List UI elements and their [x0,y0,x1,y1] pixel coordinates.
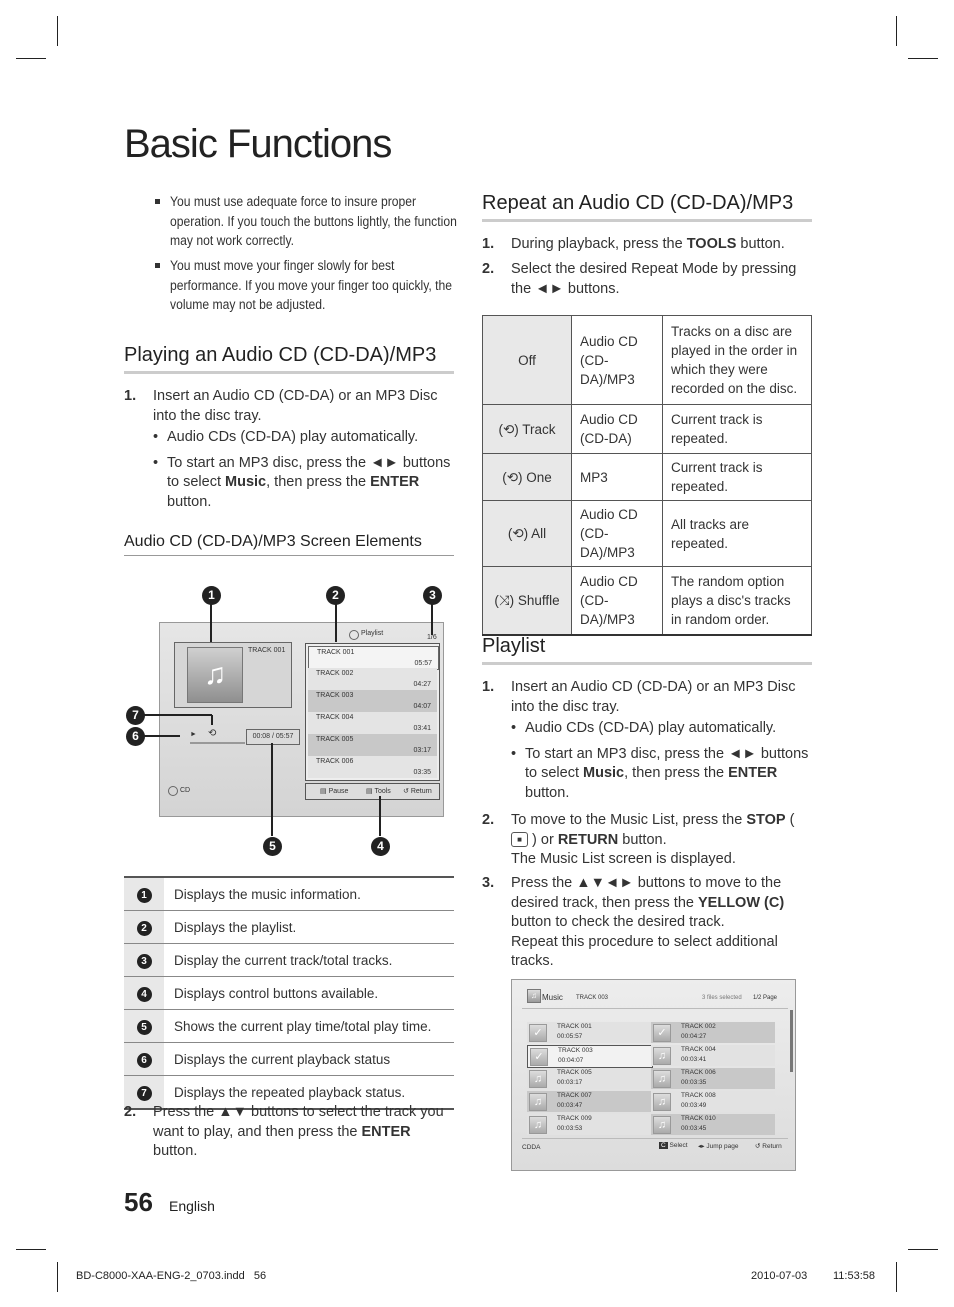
bullet-text: Audio CDs (CD-DA) play automatically. [167,429,419,445]
track-duration: 00:03:49 [681,1102,707,1109]
bullet-text: Audio CDs (CD-DA) play automatically. [525,720,777,736]
selection-count: 3 files selected [702,995,742,1001]
track-name: TRACK 003 [558,1047,593,1054]
number-badge: 3 [137,954,152,969]
music-file-icon: ✓ [530,1048,548,1066]
table-row [124,1043,454,1076]
repeat-mode-label: All [531,526,547,541]
track-name: TRACK 002 [316,670,354,677]
repeat-step-1 [482,235,812,255]
number-badge: 2 [137,921,152,936]
bullet-dot-icon: • [511,745,517,762]
track-duration: 00:03:53 [557,1125,583,1132]
step-text: button. [153,1143,198,1159]
play-status-icon: ► [190,731,197,738]
track-duration: 04:27 [413,681,431,688]
element-description: Displays the playlist. [164,911,454,944]
callout-5: 5 [263,837,282,856]
media-cell: Audio CD (CD-DA)/MP3 [572,316,663,405]
crop-mark [57,16,58,46]
repeat-icon: ⟲ [502,421,515,437]
table-row [124,911,454,944]
bullet-item [153,454,454,513]
description-cell: Current track is repeated. [663,454,812,501]
page-title: Basic Functions [124,122,392,166]
note-text: You must move your finger slowly for best performance. If you move your finger too quickly, the volume may not be adjusted. [170,258,453,312]
track-name: TRACK 004 [681,1046,716,1053]
bullet-item [511,719,812,739]
repeat-icon: ⟲ [512,526,524,541]
shuffle-icon: ⤨ [498,592,510,608]
list-item[interactable] [651,1068,775,1089]
list-item[interactable] [651,1045,775,1066]
track-name: TRACK 006 [316,758,354,765]
step-text: Insert an Audio CD (CD-DA) or an MP3 Disc into the disc tray. [153,388,438,424]
element-description: Shows the current play time/total play time. [164,1010,454,1043]
print-file-info: BD-C8000-XAA-ENG-2_0703.indd 56 [76,1270,267,1282]
page-indicator: 1/2 Page [753,995,778,1001]
repeat-mode-cell [483,316,572,405]
key-enter: ENTER [361,1123,411,1140]
select-button[interactable] [659,1142,688,1149]
music-file-icon: ♫ [653,1093,671,1111]
button-label: Select [669,1142,688,1149]
step-text: Press the ▲▼ buttons to select the track you want to play, and then press the [153,1104,444,1140]
step-text: ( [785,812,795,828]
element-number-cell [124,877,164,911]
callout-lines [120,580,460,870]
track-duration: 00:04:27 [681,1033,707,1040]
screen-title: Music [542,993,563,1002]
media-cell: Audio CD (CD-DA)/MP3 [572,567,663,635]
callout-1: 1 [202,586,221,605]
page-language: English [169,1198,215,1214]
element-number-cell [124,911,164,944]
table-row [124,877,454,911]
music-file-icon: ♫ [653,1047,671,1065]
repeat-mode-label: One [526,469,552,485]
tools-button[interactable]: ▤ Tools [366,788,391,795]
description-cell: Current track is repeated. [663,405,812,454]
crop-mark [16,1249,46,1250]
table-row [483,316,812,405]
repeat-step-2 [482,260,812,299]
music-file-icon: ♫ [529,1070,547,1088]
step-text: During playback, press the [511,236,687,252]
description-cell: The random option plays a disc's tracks in random order. [663,567,812,635]
track-name: TRACK 010 [681,1115,716,1122]
footer-divider [522,1138,788,1139]
step-text: Press the ▲▼◄► buttons to move to the desired track, then press the [511,875,782,911]
repeat-mode-cell: (⟲) Track [483,405,572,454]
repeat-mode-label: Off [518,352,536,368]
note-text: You must use adequate force to insure proper operation. If you touch the buttons lightly, the function may not work correctly. [170,194,457,248]
track-duration: 00:03:35 [681,1079,707,1086]
track-duration: 00:03:17 [557,1079,583,1086]
scrollbar[interactable] [790,1010,793,1072]
key-yellow-c: YELLOW (C) [698,894,785,911]
track-name: TRACK 008 [681,1092,716,1099]
header-divider [522,1008,788,1009]
key-music: Music [225,474,267,490]
element-description: Displays the music information. [164,877,454,911]
music-file-icon: ✓ [653,1024,671,1042]
list-item[interactable] [527,1022,651,1043]
step-number: 2. [482,261,495,277]
current-track: TRACK 003 [576,995,609,1001]
yellow-c-key-icon: C [661,1142,666,1149]
track-name: TRACK 003 [316,692,354,699]
crop-mark [896,1262,897,1292]
button-label: Jump page [706,1143,739,1150]
source-label: CDDA [522,1144,541,1151]
element-number-cell [124,977,164,1010]
callout-2: 2 [326,586,345,605]
key-return: RETURN [557,831,619,848]
track-name: TRACK 006 [681,1069,716,1076]
key-tools: TOOLS [686,236,737,252]
track-duration: 00:04:07 [558,1057,584,1064]
table-row [124,1010,454,1043]
crop-mark [16,58,46,59]
music-file-icon: ♫ [529,1093,547,1111]
step-number: 1. [482,679,495,695]
track-duration: 00:03:47 [557,1102,583,1109]
track-name: TRACK 001 [317,649,355,656]
table-row [124,977,454,1010]
bullet-dot-icon: • [153,454,159,471]
repeat-icon: ⟲ [506,469,519,485]
list-item[interactable] [527,1091,651,1112]
track-name: TRACK 004 [316,714,354,721]
crop-mark [908,58,938,59]
bullet-dot-icon: • [511,720,517,736]
step-number: 1. [482,236,495,252]
print-date: 2010-07-03 [751,1270,808,1282]
bullet-text: , then press the [624,765,729,781]
playlist-step-2 [482,811,812,870]
element-number-cell [124,944,164,977]
button-label: Return [762,1143,782,1150]
step-number: 2. [124,1104,137,1120]
playing-step-2 [124,1103,454,1162]
callout-3: 3 [423,586,442,605]
subheading-screen-elements: Audio CD (CD-DA)/MP3 Screen Elements [124,533,454,556]
crop-mark [896,16,897,46]
album-art: ♫ [187,647,243,703]
music-file-icon: ✓ [529,1024,547,1042]
step-text: button. [618,831,667,848]
track-duration: 03:41 [413,725,431,732]
track-duration: 00:03:41 [681,1056,707,1063]
table-row [124,944,454,977]
section-heading-playlist: Playlist [482,635,812,665]
step-number: 1. [124,388,137,404]
return-button[interactable] [755,1142,782,1150]
stop-icon: ■ [511,832,528,847]
number-badge: 7 [137,1086,152,1101]
playlist-label: Playlist [361,630,384,637]
jump-page-button[interactable] [698,1142,739,1150]
section-heading-playing: Playing an Audio CD (CD-DA)/MP3 [124,344,454,374]
bullet-text: To start an MP3 disc, press the ◄► buttons to select [167,454,451,490]
media-cell: Audio CD (CD-DA)/MP3 [572,501,663,567]
playlist-step-1 [482,678,812,803]
music-file-icon: ♫ [653,1116,671,1134]
bullet-text: button. [525,784,570,801]
track-name: TRACK 001 [557,1023,592,1030]
number-badge: 6 [137,1053,152,1068]
list-item[interactable] [651,1091,775,1112]
bullet-item [153,428,454,448]
crop-mark [908,1249,938,1250]
repeat-mode-cell: (⟲) All [483,501,572,567]
bullet-dot-icon: • [153,429,159,445]
element-description: Display the current track/total tracks. [164,944,454,977]
playlist-step-3 [482,874,812,972]
step-text: button to check the desired track. [511,914,725,930]
bullet-icon [155,263,160,268]
repeat-mode-label: Shuffle [517,592,560,608]
key-enter: ENTER [728,765,778,781]
element-number-cell [124,1043,164,1076]
step-text: Insert an Audio CD (CD-DA) or an MP3 Disc into the disc tray. [511,679,796,715]
crop-mark [57,1262,58,1292]
bullet-icon [155,199,160,204]
page-number: 56 [124,1187,153,1217]
element-description: Displays the repeated playback status. [164,1076,454,1110]
note-item [152,192,472,256]
time-display: 00:08 / 05:57 [246,729,300,745]
key-music: Music [583,765,625,781]
bullet-text: , then press the [266,474,371,490]
description-cell: Tracks on a disc are played in the order in which they were recorded on the disc. [663,316,812,405]
list-item[interactable] [651,1114,775,1135]
left-right-arrows-icon: ◂▸ [698,1143,705,1150]
callout-7: 7 [126,706,145,725]
pause-button[interactable]: ▤ Pause [320,788,349,795]
track-duration: 00:03:45 [681,1125,707,1132]
number-badge: 5 [137,1020,152,1035]
step-number: 3. [482,875,495,891]
element-description: Displays control buttons available. [164,977,454,1010]
bullet-text: To start an MP3 disc, press the ◄► buttons to select [525,745,809,781]
media-cell: Audio CD (CD-DA) [572,405,663,454]
key-enter: ENTER [370,474,420,490]
step-text: Repeat this procedure to select additional tracks. [511,933,778,969]
bullet-text: button. [167,493,212,510]
list-item[interactable] [527,1068,651,1089]
music-icon: ♫ [527,989,541,1003]
track-name: TRACK 002 [681,1023,716,1030]
table-row [483,567,812,635]
return-icon: ↺ [755,1143,761,1150]
track-name: TRACK 007 [557,1092,592,1099]
list-item[interactable] [527,1114,651,1135]
description-cell: All tracks are repeated. [663,501,812,567]
note-item [152,256,472,320]
repeat-mode-label: Track [522,421,556,437]
track-duration: 03:35 [413,769,431,776]
table-row [483,501,812,567]
element-number-cell [124,1010,164,1043]
list-item[interactable] [527,1045,653,1068]
track-duration: 05:57 [414,660,432,667]
table-row [483,405,812,454]
step-text: To move to the Music List, press the [511,812,747,828]
step-number: 2. [482,812,495,828]
step-text: button. [736,236,785,252]
key-stop: STOP [746,812,786,828]
music-file-icon: ♫ [529,1116,547,1134]
repeat-status-icon: ⟲ [208,728,217,739]
callout-4: 4 [371,837,390,856]
repeat-mode-cell: (⤨) Shuffle [483,567,572,635]
media-cell: MP3 [572,454,663,501]
bullet-item [511,745,812,804]
track-duration: 04:07 [413,703,431,710]
print-time: 11:53:58 [833,1270,876,1282]
repeat-mode-cell: (⟲) One [483,454,572,501]
playing-step-1 [124,387,454,512]
list-item[interactable] [651,1022,775,1043]
return-button[interactable]: ↺ Return [403,788,432,795]
music-list-screen [511,979,796,1171]
track-name: TRACK 005 [316,736,354,743]
track-duration: 03:17 [413,747,431,754]
track-title: TRACK 001 [248,647,286,654]
number-badge: 4 [137,987,152,1002]
music-file-icon: ♫ [653,1070,671,1088]
number-badge: 1 [137,888,152,903]
source-label: CD [180,787,191,794]
section-heading-repeat: Repeat an Audio CD (CD-DA)/MP3 [482,192,812,222]
table-row [483,454,812,501]
track-name: TRACK 005 [557,1069,592,1076]
step-text: Select the desired Repeat Mode by pressing the ◄► buttons. [511,261,797,297]
track-name: TRACK 009 [557,1115,592,1122]
repeat-mode-table [482,315,812,636]
screen-elements-table [124,876,454,1110]
step-text: ) or [528,831,558,848]
step-text: The Music List screen is displayed. [511,851,736,867]
element-description: Displays the current playback status [164,1043,454,1076]
callout-6: 6 [126,727,145,746]
track-counter: 1/6 [427,634,437,641]
track-duration: 00:05:57 [557,1033,583,1040]
notes-list [152,192,472,320]
